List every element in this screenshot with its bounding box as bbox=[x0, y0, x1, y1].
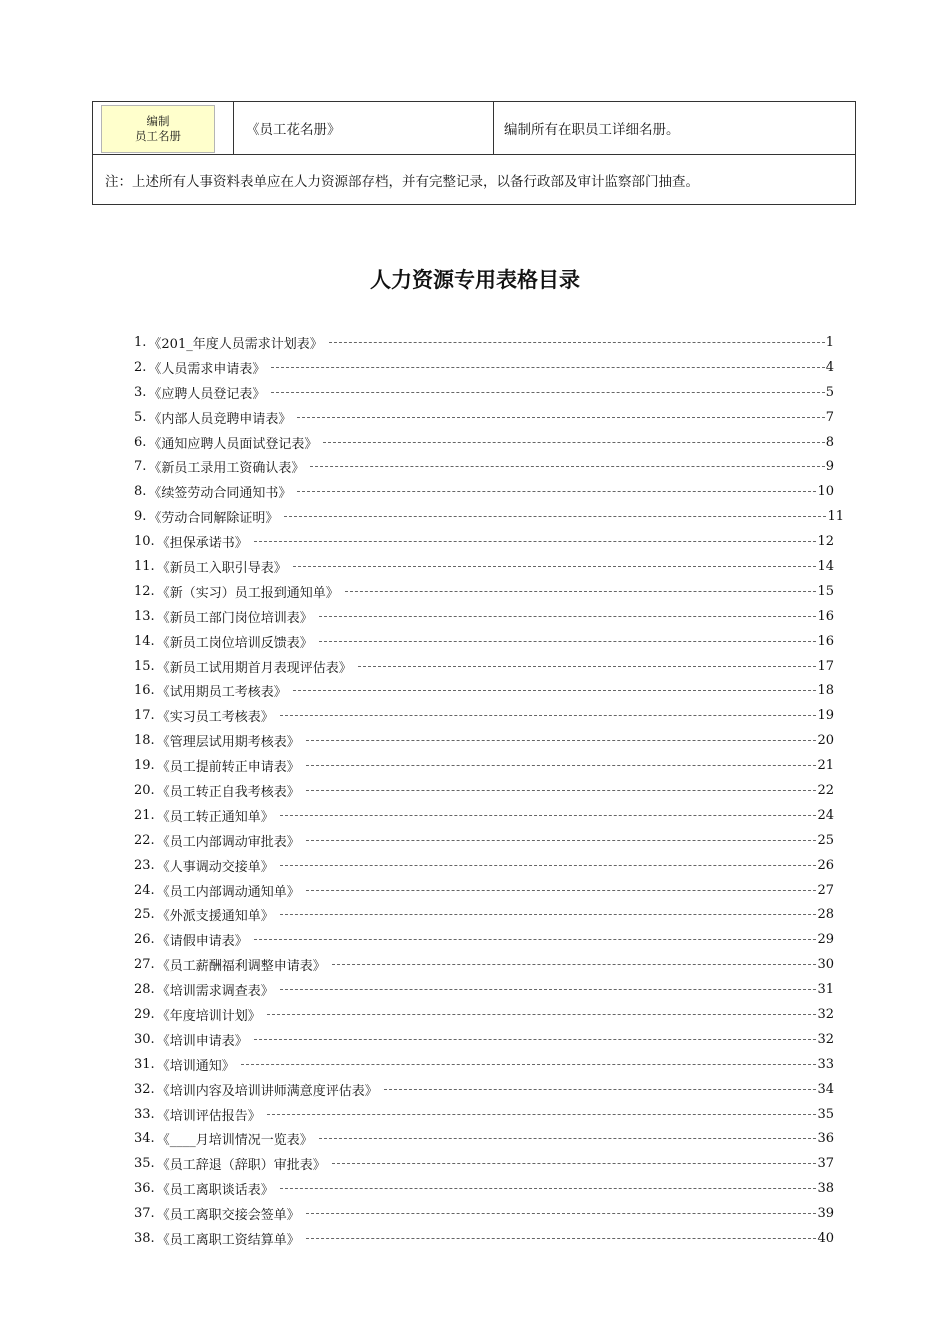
toc-item-page: 35 bbox=[817, 1106, 834, 1122]
toc-item-page: 37 bbox=[817, 1156, 834, 1172]
toc-item-page: 22 bbox=[817, 782, 834, 798]
toc-item bbox=[134, 878, 834, 903]
toc-leader bbox=[323, 442, 824, 443]
toc-item-title: 《____月培训情况一览表》 bbox=[156, 1133, 313, 1149]
toc-leader bbox=[280, 815, 817, 816]
toc-item bbox=[134, 355, 834, 380]
toc-item-page: 28 bbox=[817, 907, 834, 923]
toc-item bbox=[134, 479, 834, 504]
toc-leader bbox=[306, 840, 817, 841]
toc-leader bbox=[332, 1163, 817, 1164]
toc-item-number: 23. bbox=[134, 857, 155, 873]
toc-leader bbox=[306, 765, 817, 766]
toc-item-page: 29 bbox=[817, 932, 834, 948]
toc-item-title: 《人事调动交接单》 bbox=[156, 859, 274, 875]
toc-item-page: 9 bbox=[825, 459, 834, 475]
toc-item-title: 《外派支援通知单》 bbox=[156, 909, 274, 925]
toc-item-page: 1 bbox=[825, 334, 834, 350]
toc-leader bbox=[280, 715, 817, 716]
toc-leader bbox=[280, 1188, 817, 1189]
category-tag-line2: 员工名册 bbox=[135, 129, 181, 143]
toc-item-number: 6. bbox=[134, 434, 147, 450]
toc-item-number: 13. bbox=[134, 608, 155, 624]
toc-item-title: 《员工离职谈话表》 bbox=[156, 1183, 274, 1199]
toc-item bbox=[134, 1201, 834, 1226]
records-table bbox=[92, 101, 856, 205]
toc-item-page: 21 bbox=[817, 758, 834, 774]
toc-leader bbox=[284, 516, 826, 517]
toc-leader bbox=[358, 666, 817, 667]
toc-item bbox=[134, 1176, 834, 1201]
toc-leader bbox=[254, 1039, 817, 1040]
toc-leader bbox=[254, 541, 817, 542]
toc-item-title: 《员工内部调动通知单》 bbox=[156, 884, 300, 900]
toc-item-title: 《人员需求申请表》 bbox=[148, 361, 266, 377]
toc-item-title: 《员工离职交接会签单》 bbox=[156, 1208, 300, 1224]
toc-item-page: 7 bbox=[825, 409, 834, 425]
toc-item-page: 8 bbox=[825, 434, 834, 450]
toc-item-number: 15. bbox=[134, 658, 155, 674]
toc-item-number: 8. bbox=[134, 484, 147, 500]
toc-item-number: 14. bbox=[134, 633, 155, 649]
toc-leader bbox=[384, 1089, 817, 1090]
toc-item-title: 《年度培训计划》 bbox=[156, 1008, 261, 1024]
toc-leader bbox=[329, 342, 825, 343]
toc-item-page: 16 bbox=[817, 608, 834, 624]
toc-item-page: 25 bbox=[817, 832, 834, 848]
toc-item bbox=[134, 629, 834, 654]
toc-item-title: 《培训内容及培训讲师满意度评估表》 bbox=[156, 1083, 378, 1099]
toc-item-number: 24. bbox=[134, 882, 155, 898]
toc-leader bbox=[267, 1114, 817, 1115]
toc-item-title: 《培训需求调查表》 bbox=[156, 984, 274, 1000]
toc-leader bbox=[306, 1213, 817, 1214]
toc-item bbox=[134, 454, 834, 479]
toc-leader bbox=[306, 740, 817, 741]
toc-item bbox=[134, 1102, 834, 1127]
toc-item bbox=[134, 1226, 834, 1251]
toc-item-page: 10 bbox=[817, 484, 834, 500]
toc-item-title: 《新员工入职引导表》 bbox=[156, 560, 287, 576]
toc-item-title: 《员工转正通知单》 bbox=[156, 809, 274, 825]
toc-item-number: 20. bbox=[134, 782, 155, 798]
toc-item-number: 29. bbox=[134, 1006, 155, 1022]
toc-item bbox=[134, 380, 834, 405]
toc-item-number: 28. bbox=[134, 982, 155, 998]
toc-item-page: 18 bbox=[817, 683, 834, 699]
toc-item-title: 《员工转正自我考核表》 bbox=[156, 784, 300, 800]
toc-item bbox=[134, 1027, 834, 1052]
toc-item-page: 40 bbox=[817, 1231, 834, 1246]
toc-item-number: 37. bbox=[134, 1206, 155, 1222]
toc-item-page: 30 bbox=[817, 957, 834, 973]
toc-item-number: 34. bbox=[134, 1131, 155, 1147]
toc-item-page: 4 bbox=[825, 359, 834, 375]
toc-item-page: 33 bbox=[817, 1056, 834, 1072]
toc-item bbox=[134, 654, 834, 679]
note-cell: 注：上述所有人事资料表单应在人力资源部存档，并有完整记录，以备行政部及审计监察部门抽查。 bbox=[93, 155, 856, 205]
toc-item-page: 26 bbox=[817, 857, 834, 873]
toc-item bbox=[134, 927, 834, 952]
toc-item bbox=[134, 1151, 834, 1176]
toc-leader bbox=[306, 890, 817, 891]
toc-item-number: 30. bbox=[134, 1031, 155, 1047]
page-title: 人力资源专用表格目录 bbox=[370, 268, 580, 292]
toc-leader bbox=[280, 914, 817, 915]
toc-item bbox=[134, 678, 834, 703]
toc-item bbox=[134, 504, 844, 529]
toc-leader bbox=[306, 790, 817, 791]
toc-leader bbox=[319, 641, 817, 642]
toc-item-number: 3. bbox=[134, 384, 147, 400]
toc-item-title: 《内部人员竞聘申请表》 bbox=[148, 411, 292, 427]
toc-leader bbox=[271, 367, 824, 368]
toc-item-page: 16 bbox=[817, 633, 834, 649]
toc-leader bbox=[345, 591, 817, 592]
toc-item-number: 26. bbox=[134, 932, 155, 948]
toc-item-title: 《新员工岗位培训反馈表》 bbox=[156, 635, 313, 651]
toc-item-title: 《管理层试用期考核表》 bbox=[156, 735, 300, 751]
toc-item-number: 5. bbox=[134, 409, 147, 425]
toc-item bbox=[134, 753, 834, 778]
toc-item-number: 18. bbox=[134, 733, 155, 749]
category-tag-line1: 编制 bbox=[146, 114, 170, 128]
toc-item-page: 32 bbox=[817, 1006, 834, 1022]
toc-item-title: 《应聘人员登记表》 bbox=[148, 386, 266, 402]
toc-item-number: 33. bbox=[134, 1106, 155, 1122]
toc-item-title: 《担保承诺书》 bbox=[156, 536, 248, 552]
table-row bbox=[93, 102, 856, 155]
note-row bbox=[93, 155, 856, 205]
toc-item bbox=[134, 1077, 834, 1102]
toc-leader bbox=[319, 1138, 817, 1139]
toc-item-number: 27. bbox=[134, 957, 155, 973]
toc-item bbox=[134, 330, 834, 355]
toc-item-page: 15 bbox=[817, 583, 834, 599]
toc-item-page: 39 bbox=[817, 1206, 834, 1222]
toc-item bbox=[134, 1002, 834, 1027]
toc-item-title: 《实习员工考核表》 bbox=[156, 710, 274, 726]
toc-item-page: 36 bbox=[817, 1131, 834, 1147]
toc-item bbox=[134, 604, 834, 629]
toc-item-number: 22. bbox=[134, 832, 155, 848]
toc-item bbox=[134, 853, 834, 878]
toc-item-page: 31 bbox=[817, 982, 834, 998]
toc-item bbox=[134, 828, 834, 853]
toc-leader bbox=[280, 989, 817, 990]
toc-item-page: 32 bbox=[817, 1031, 834, 1047]
toc-item-title: 《培训申请表》 bbox=[156, 1033, 248, 1049]
toc-leader bbox=[267, 1014, 817, 1015]
toc-item bbox=[134, 703, 834, 728]
toc-item-number: 21. bbox=[134, 807, 155, 823]
toc-item-page: 38 bbox=[817, 1181, 834, 1197]
toc-leader bbox=[280, 865, 817, 866]
toc-item-number: 1. bbox=[134, 334, 147, 350]
toc-item-number: 38. bbox=[134, 1231, 155, 1246]
toc-item-page: 24 bbox=[817, 807, 834, 823]
description-cell: 编制所有在职员工详细名册。 bbox=[494, 102, 856, 155]
toc-item-title: 《请假申请表》 bbox=[156, 934, 248, 950]
toc-item bbox=[134, 405, 834, 430]
toc-item bbox=[134, 430, 834, 455]
toc-leader bbox=[293, 690, 817, 691]
toc-item-number: 12. bbox=[134, 583, 155, 599]
toc-item-number: 31. bbox=[134, 1056, 155, 1072]
toc-item-page: 17 bbox=[817, 658, 834, 674]
toc-item-title: 《201_年度人员需求计划表》 bbox=[148, 336, 323, 352]
toc-item-title: 《员工内部调动审批表》 bbox=[156, 834, 300, 850]
toc-item bbox=[134, 778, 834, 803]
category-cell bbox=[93, 102, 234, 155]
toc-item-title: 《员工提前转正申请表》 bbox=[156, 760, 300, 776]
toc-item-number: 16. bbox=[134, 683, 155, 699]
toc-item bbox=[134, 728, 834, 753]
toc-item-title: 《劳动合同解除证明》 bbox=[148, 511, 279, 527]
toc-item-title: 《通知应聘人员面试登记表》 bbox=[148, 436, 318, 452]
toc-item bbox=[134, 902, 834, 927]
toc-item-title: 《新员工录用工资确认表》 bbox=[148, 461, 305, 477]
toc-item-page: 27 bbox=[817, 882, 834, 898]
toc-item-page: 12 bbox=[817, 534, 834, 550]
toc-item-number: 10. bbox=[134, 534, 155, 550]
toc-item-page: 20 bbox=[817, 733, 834, 749]
toc-item-number: 17. bbox=[134, 708, 155, 724]
toc-item-number: 7. bbox=[134, 459, 147, 475]
toc-leader bbox=[293, 566, 817, 567]
toc-item-title: 《员工辞退（辞职）审批表》 bbox=[156, 1158, 326, 1174]
toc-item-number: 25. bbox=[134, 907, 155, 923]
toc-item-number: 36. bbox=[134, 1181, 155, 1197]
toc-item-title: 《员工离职工资结算单》 bbox=[156, 1233, 300, 1248]
toc-leader bbox=[306, 1238, 817, 1239]
toc-item-page: 11 bbox=[827, 509, 844, 525]
toc-item-page: 5 bbox=[825, 384, 834, 400]
toc-leader bbox=[319, 616, 817, 617]
toc-item-number: 32. bbox=[134, 1081, 155, 1097]
toc-item-number: 2. bbox=[134, 359, 147, 375]
toc-item-page: 34 bbox=[817, 1081, 834, 1097]
toc-item bbox=[134, 952, 834, 977]
form-name-cell: 《员工花名册》 bbox=[234, 102, 494, 155]
toc-item-page: 19 bbox=[817, 708, 834, 724]
toc-leader bbox=[310, 466, 824, 467]
toc-item-number: 35. bbox=[134, 1156, 155, 1172]
toc-item-number: 11. bbox=[134, 558, 155, 574]
toc-item bbox=[134, 1127, 834, 1152]
toc-item-number: 9. bbox=[134, 509, 147, 525]
category-tag bbox=[101, 105, 215, 153]
toc-leader bbox=[297, 491, 816, 492]
toc-item-title: 《试用期员工考核表》 bbox=[156, 685, 287, 701]
toc-item-number: 19. bbox=[134, 758, 155, 774]
toc-item-title: 《员工薪酬福利调整申请表》 bbox=[156, 959, 326, 975]
toc-item-title: 《续签劳动合同通知书》 bbox=[148, 486, 292, 502]
toc-leader bbox=[297, 417, 824, 418]
toc-item bbox=[134, 554, 834, 579]
toc-leader bbox=[241, 1064, 817, 1065]
toc-item-title: 《培训通知》 bbox=[156, 1058, 235, 1074]
toc-item-title: 《培训评估报告》 bbox=[156, 1108, 261, 1124]
toc-item-title: 《新（实习）员工报到通知单》 bbox=[156, 585, 339, 601]
toc-list bbox=[134, 330, 844, 1251]
toc-leader bbox=[254, 939, 817, 940]
toc-leader bbox=[332, 964, 817, 965]
toc-item-title: 《新员工试用期首月表现评估表》 bbox=[156, 660, 352, 676]
toc-item-page: 14 bbox=[817, 558, 834, 574]
toc-item bbox=[134, 977, 834, 1002]
toc-item bbox=[134, 579, 834, 604]
toc-leader bbox=[271, 392, 824, 393]
toc-item-title: 《新员工部门岗位培训表》 bbox=[156, 610, 313, 626]
toc-item bbox=[134, 529, 834, 554]
toc-item bbox=[134, 803, 834, 828]
toc-item bbox=[134, 1052, 834, 1077]
